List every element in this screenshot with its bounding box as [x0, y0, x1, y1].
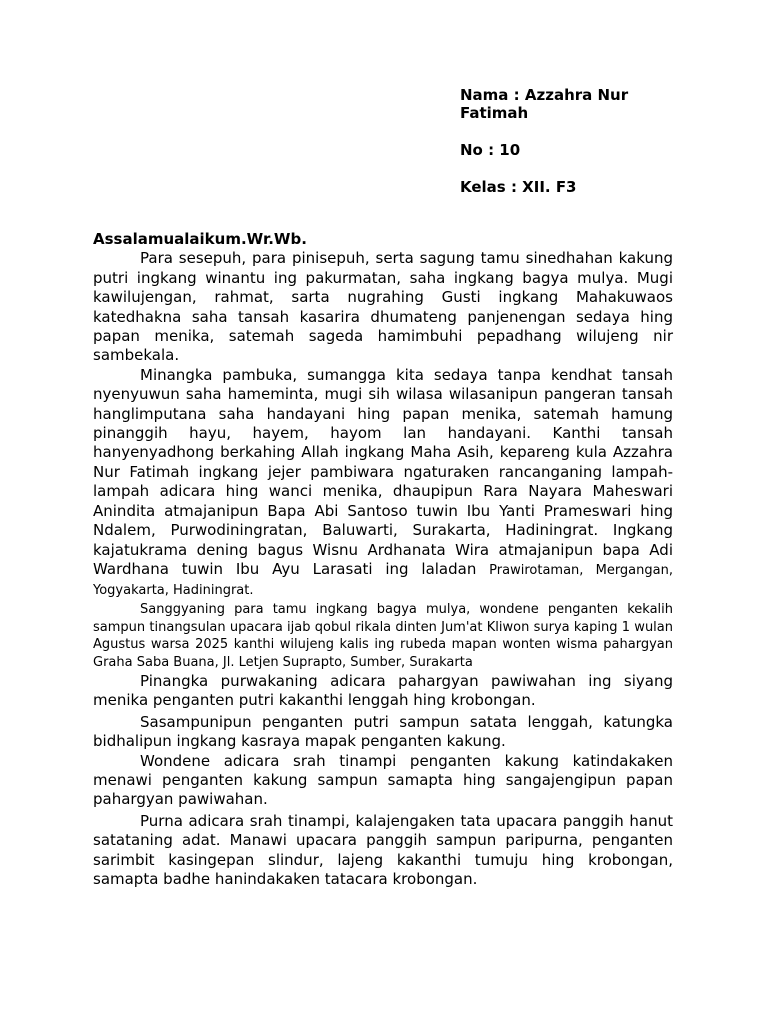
paragraph-opening: Para sesepuh, para pinisepuh, serta sagung tamu sinedhahan kakung putri ingkang winantu ing pakurmatan, saha ingkang bagya mulya. Mugi kawilujengan, rahmat, sarta nugrahing Gusti ingkang Mahakuwaos katedhakna saha tansah kasarira dhumateng panjenengan sedaya hing papan menika, satemah sageda hamimbuhi pepadhang wilujeng nir sambekala. — [93, 249, 673, 365]
student-class: Kelas : XII. F3 — [460, 178, 577, 196]
paragraph-bride-seated: Pinangka purwakaning adicara pahargyan pawiwahan ing siyang menika penganten putri kakanthi lenggah hing krobongan. — [93, 671, 673, 710]
paragraph-panggih: Purna adicara srah tinampi, kalajengaken tata upacara panggih hanut satataning adat. Manawi upacara panggih sampun paripurna, penganten sarimbit kasingepan slindur, lajeng kakanthi tumuju hing krobongan, samapta badhe hanindakaken tatacara krobongan. — [93, 811, 673, 888]
speech-body — [93, 230, 673, 889]
paragraph-groom-fetch: Sasampunipun penganten putri sampun satata lenggah, katungka bidhalipun ingkang kasraya mapak penganten kakung. — [93, 712, 673, 751]
paragraph-ijab-qobul: Sanggyaning para tamu ingkang bagya mulya, wondene penganten kekalih sampun tinangsulan upacara ijab qobul rikala dinten Jum'at Kliwon surya kaping 1 wulan Agustus warsa 2025 kanthi wilujeng kalis ing rubeda mapan wonten wisma pahargyan Graha Saba Buana, Jl. Letjen Suprapto, Sumber, Surakarta — [93, 601, 673, 671]
student-name-line-1: Nama : Azzahra Nur — [460, 86, 629, 104]
student-name-line-2: Fatimah — [460, 104, 529, 122]
greeting-heading: Assalamualaikum.Wr.Wb. — [93, 230, 307, 248]
paragraph-introduction — [93, 366, 673, 601]
student-identity-block — [460, 86, 700, 196]
paragraph-introduction-main: Minangka pambuka, sumangga kita sedaya tanpa kendhat tansah nyenyuwun saha hameminta, mugi sih wilasa wilasanipun pangeran tansah hanglimputana saha handayani hing papan menika, satemah hamung pinanggih hayu, hayem, hayom lan handayani. Kanthi tansah hanyenyadhong berkahing Allah ingkang Maha Asih, kepareng kula Azzahra Nur Fatimah ingkang jejer pambiwara ngaturaken rancanganing lampah-lampah adicara hing wanci menika, dhaupipun Rara Nayara Maheswari Anindita atmajanipun Bapa Abi Santoso tuwin Ibu Yanti Prameswari hing Ndalem, Purwodiningratan, Baluwarti, Surakarta, Hadiningrat. Ingkang kajatukrama dening bagus Wisnu Ardhanata Wira atmajanipun bapa Adi Wardhana tuwin Ibu Ayu Larasati ing laladan — [93, 365, 673, 578]
paragraph-introduction-tail: Prawirotaman, Mergangan, Yogyakarta, Hadiningrat. — [93, 562, 673, 599]
student-number: No : 10 — [460, 141, 521, 159]
paragraph-srah-tinampi: Wondene adicara srah tinampi penganten kakung katindakaken menawi penganten kakung sampun samapta hing sangajengipun papan pahargyan pawiwahan. — [93, 751, 673, 809]
